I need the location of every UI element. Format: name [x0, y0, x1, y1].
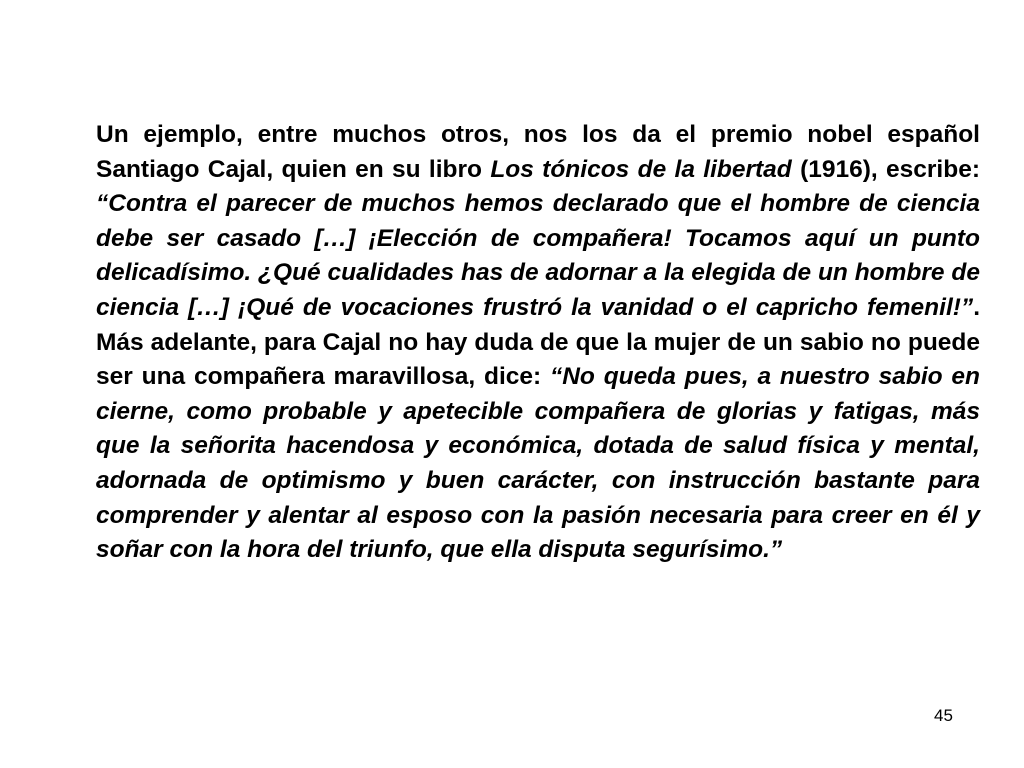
body-paragraph — [96, 118, 980, 568]
text-intro: Un ejemplo, entre muchos otros, nos los da el premio nobel español Santiago Cajal, quien en su libro — [96, 121, 980, 183]
text-transition: . Más adelante, para Cajal no hay duda de que la mujer de un sabio no puede ser una compañera maravillosa, dice: — [96, 293, 980, 391]
book-title: Los tónicos de la libertad — [490, 155, 792, 183]
quote-second: “No queda pues, a nuestro sabio en cierne, como probable y apetecible compañera de glorias y fatigas, más que la señorita hacendosa y económica, dotada de salud física y mental, adornada de optimismo y buen carácter, con instrucción bastante para comprender y alentar al esposo con la pasión necesaria para creer en él y soñar con la hora del triunfo, que ella disputa segurísimo.” — [96, 363, 980, 564]
text-year-writes: (1916), escribe: — [791, 155, 980, 183]
quote-first: “Contra el parecer de muchos hemos declarado que el hombre de ciencia debe ser casado […] ¡Elección de compañera! Tocamos aquí un punto delicadísimo. ¿Qué cualidades has de adornar a la elegida de un hombre de ciencia […] ¡Qué de vocaciones frustró la vanidad o el capricho femenil!” — [96, 190, 980, 321]
page-number: 45 — [934, 706, 953, 725]
